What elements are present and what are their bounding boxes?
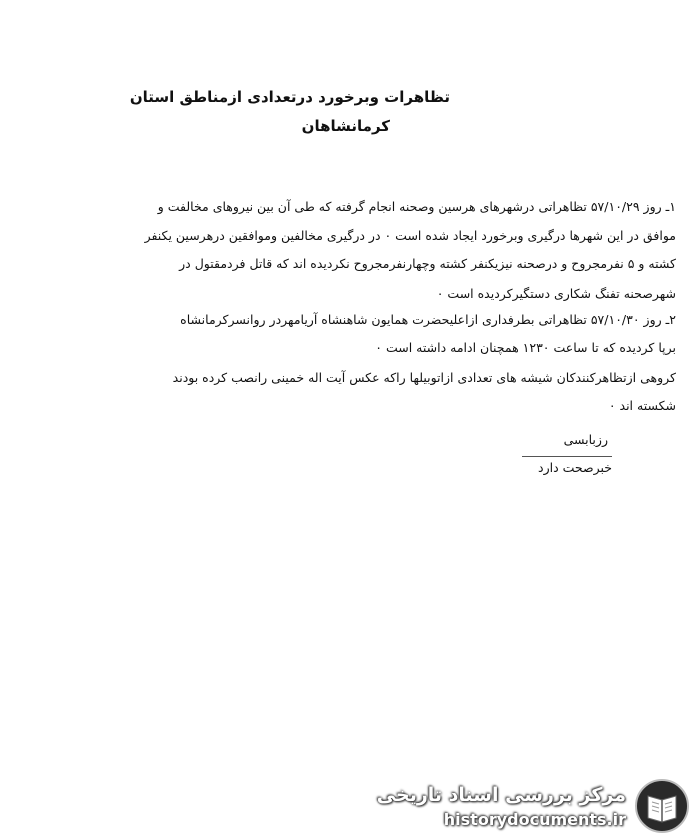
document-title-line-2: کرمانشاهان (301, 117, 390, 135)
book-icon (634, 778, 690, 834)
paragraph-1-line-3: کشته و ۵ نفرمجروح و درصحنه نیزیکنفر کشته وچهارنفرمجروح نکردیده اند که قاتل فردمقتول در (179, 256, 676, 271)
paragraph-3-line-1: کروهی ازتظاهرکنندکان شیشه های تعدادی ازاتوبیلها راکه عکس آیت اله خمینی رانصب کرده بودند (172, 370, 676, 385)
signature-divider (522, 456, 612, 457)
signature-name: رزبابسی (563, 432, 608, 447)
paragraph-1-line-1: ۱ـ روز ۵۷/۱۰/۲۹ تظاهراتی درشهرهای هرسین وصحنه انجام گرفته که طی آن بین نیروهای مخالفت و (157, 199, 676, 214)
paragraph-1-line-4: شهرصحنه تفنگ شکاری دستگیرکردیده است ۰ (436, 286, 676, 301)
watermark-url: historydocuments.ir (443, 810, 626, 829)
document-title-line-1: تظاهرات وبرخورد درتعدادی ازمناطق استان (129, 88, 450, 106)
watermark-org-name: مرکز بررسی اسناد تاریخی (376, 784, 626, 806)
signature-note: خبرصحت دارد (538, 460, 612, 475)
paragraph-2-line-1: ۲ـ روز ۵۷/۱۰/۳۰ تظاهراتی بطرفداری ازاعلیحضرت همایون شاهنشاه آریامهردر روانسرکرمانشاه (180, 312, 676, 327)
paragraph-3-line-2: شکسته اند ۰ (608, 398, 676, 413)
watermark (376, 778, 690, 834)
paragraph-1-line-2: موافق در این شهرها درگیری وبرخورد ایجاد شده است ۰ در درگیری مخالفین وموافقین درهرسین یکنفر (144, 228, 676, 243)
paragraph-2-line-2: برپا کردیده که تا ساعت ۱۲۳۰ همچنان ادامه داشته است ۰ (375, 340, 676, 355)
